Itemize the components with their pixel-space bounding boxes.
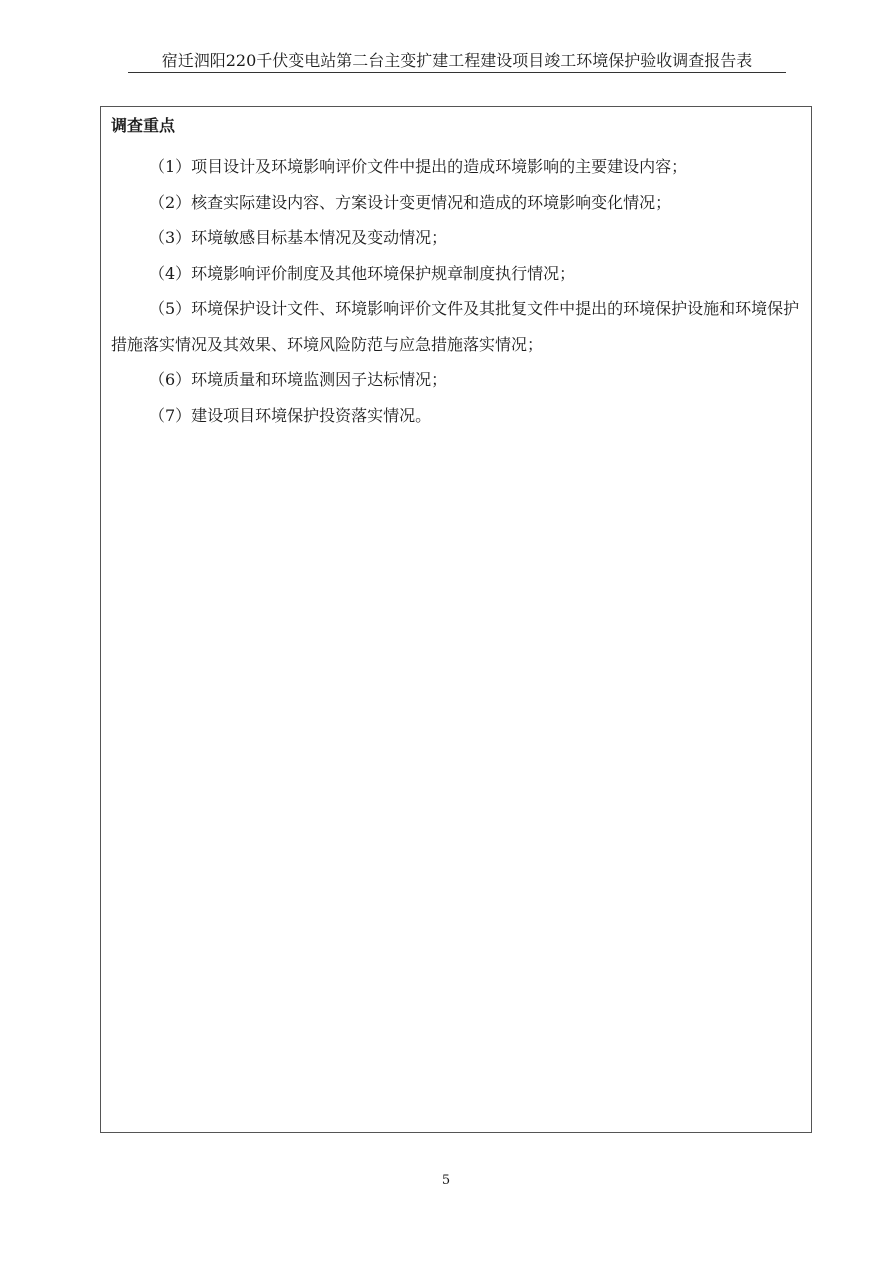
list-item-2: （2）核查实际建设内容、方案设计变更情况和造成的环境影响变化情况；: [149, 192, 672, 212]
list-item-4: （4）环境影响评价制度及其他环境保护规章制度执行情况；: [149, 263, 576, 283]
section-heading: 调查重点: [111, 116, 176, 135]
running-header: 宿迁泗阳220千伏变电站第二台主变扩建工程建设项目竣工环境保护验收调查报告表: [161, 51, 753, 70]
list-item-6: （6）环境质量和环境监测因子达标情况；: [149, 370, 448, 389]
list-item-1: （1）项目设计及环境影响评价文件中提出的造成环境影响的主要建设内容；: [149, 157, 688, 176]
header-rule: [128, 72, 786, 73]
list-item-5: （5）环境保护设计文件、环境影响评价文件及其批复文件中提出的环境保护设施和环境保护措施落实情况及其效果、环境风险防范与应急措施落实情况；: [111, 299, 800, 354]
survey-focus-list: [111, 149, 809, 433]
content-box: [100, 106, 812, 1133]
list-item-7: （7）建设项目环境保护投资落实情况。: [149, 405, 432, 425]
list-item-3: （3）环境敏感目标基本情况及变动情况；: [149, 228, 448, 247]
page-number: 5: [441, 1173, 451, 1188]
